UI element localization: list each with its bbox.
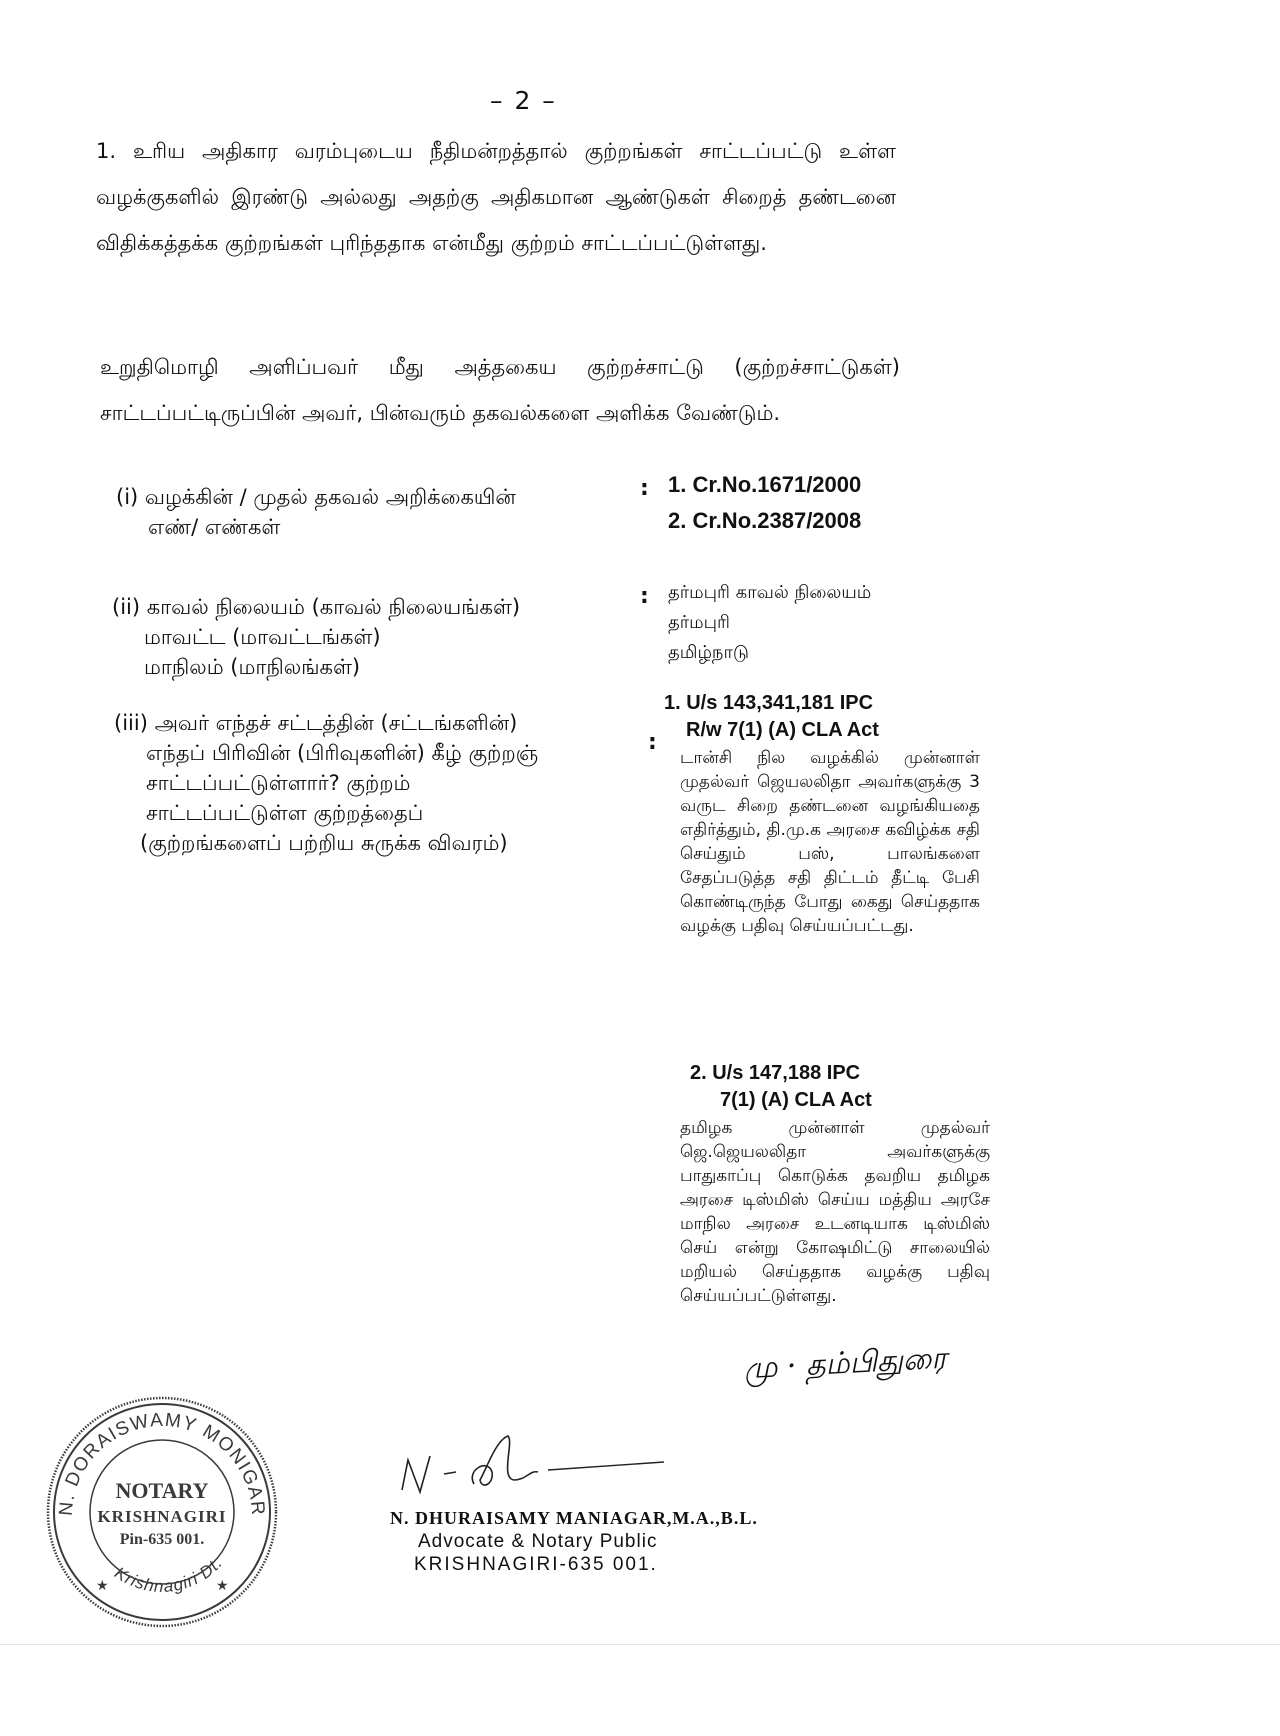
item-2-question-line-2: மாவட்ட (மாவட்டங்கள்) <box>144 625 381 649</box>
item-1-question <box>116 482 616 542</box>
seal-graphic <box>44 1394 280 1630</box>
charge-1 <box>664 692 994 938</box>
charge-2 <box>680 1062 1010 1308</box>
item-1-question-line-2: எண்/ எண்கள் <box>148 515 281 539</box>
item-2-colon: : <box>640 584 649 609</box>
notary-signature-icon <box>396 1430 696 1510</box>
seal-line-2: KRISHNAGIRI <box>97 1507 227 1526</box>
item-3-question-line-2: எந்தப் பிரிவின் (பிரிவுகளின்) கீழ் குற்றஞ் <box>146 741 539 765</box>
item-2-answers <box>668 578 871 668</box>
item-3-question <box>114 708 654 858</box>
seal-bottom-text: Krishnagiri Dt. <box>111 1553 227 1596</box>
paragraph-2: உறுதிமொழி அளிப்பவர் மீது அத்தகைய குற்றச்சாட்டு (குற்றச்சாட்டுகள்) சாட்டப்பட்டிருப்பின் அவர், பின்வரும் தகவல்களை அளிக்க வேண்டும். <box>100 355 900 425</box>
charge-2-section-2: 7(1) (A) CLA Act <box>720 1089 872 1111</box>
deponent-signature: மு · தம்பிதுரை <box>743 1340 948 1387</box>
item-3-question-line-3: சாட்டப்பட்டுள்ளார்? குற்றம் <box>146 771 411 795</box>
charge-2-section-1: 2. U/s 147,188 IPC <box>690 1062 861 1084</box>
charge-1-section-2: R/w 7(1) (A) CLA Act <box>686 719 879 741</box>
item-1-answers <box>668 470 861 536</box>
notary-seal <box>44 1394 280 1630</box>
seal-star-right-icon: ★ <box>216 1578 229 1594</box>
item-3-question-line-1: (iii) அவர் எந்தச் சட்டத்தின் (சட்டங்களின்) <box>114 711 518 735</box>
charge-2-summary: தமிழக முன்னாள் முதல்வர் ஜெ.ஜெயலலிதா அவர்களுக்கு பாதுகாப்பு கொடுக்க தவறிய தமிழக அரசை டிஸ்மிஸ் செய்ய மத்திய அரசே மாநில அரசை உடனடியாக டிஸ்மிஸ் செய் என்று கோஷமிட்டு சாலையில் மறியல் செய்ததாக வழக்கு பதிவு செய்யப்பட்டுள்ளது. <box>680 1118 990 1306</box>
scan-edge-line <box>0 1644 1280 1645</box>
notary-name: N. DHURAISAMY MANIAGAR,M.A.,B.L. <box>390 1508 758 1528</box>
page-number: – 2 – <box>490 86 557 115</box>
district: தர்மபுரி <box>668 612 730 633</box>
item-2-question-line-1: (ii) காவல் நிலையம் (காவல் நிலையங்கள்) <box>112 595 521 619</box>
item-1-colon: : <box>640 476 649 501</box>
notary-city: KRISHNAGIRI-635 001. <box>414 1554 658 1575</box>
svg-text:Krishnagiri Dt. <box>111 1553 226 1596</box>
police-station: தர்மபுரி காவல் நிலையம் <box>668 582 872 603</box>
item-3-question-line-5: (குற்றங்களைப் பற்றிய சுருக்க விவரம்) <box>140 831 508 855</box>
item-3-question-line-4: சாட்டப்பட்டுள்ள குற்றத்தைப் <box>146 801 424 825</box>
seal-line-1: NOTARY <box>115 1478 209 1503</box>
item-3-colon: : <box>648 730 657 755</box>
seal-outer-text: N. DORAISWAMY MONIGAR <box>55 1409 269 1518</box>
case-number-2: 2. Cr.No.2387/2008 <box>668 508 862 533</box>
item-2-question <box>112 592 632 682</box>
charge-1-summary: டான்சி நில வழக்கில் முன்னாள் முதல்வர் ஜெயலலிதா அவர்களுக்கு 3 வருட சிறை தண்டனை வழங்கியதை எதிர்த்தும், தி.மு.க அரசை கவிழ்க்க சதி செய்தும் பஸ், பாலங்களை சேதப்படுத்த சதி திட்டம் தீட்டி பேசி கொண்டிருந்த போது கைது செய்ததாக வழக்கு பதிவு செய்யப்பட்டது. <box>680 748 980 936</box>
seal-line-3: Pin-635 001. <box>119 1531 205 1548</box>
item-1-question-line-1: (i) வழக்கின் / முதல் தகவல் அறிக்கையின் <box>116 485 516 509</box>
seal-star-left-icon: ★ <box>96 1578 109 1594</box>
paragraph-1: 1. உரிய அதிகார வரம்புடைய நீதிமன்றத்தால் குற்றங்கள் சாட்டப்பட்டு உள்ள வழக்குகளில் இரண்டு அல்லது அதற்கு அதிகமான ஆண்டுகள் சிறைத் தண்டனை விதிக்கத்தக்க குற்றங்கள் புரிந்ததாக என்மீது குற்றம் சாட்டப்பட்டுள்ளது. <box>96 139 896 255</box>
item-2-question-line-3: மாநிலம் (மாநிலங்கள்) <box>144 655 361 679</box>
notary-role: Advocate & Notary Public <box>418 1531 658 1552</box>
charge-1-section-1: 1. U/s 143,341,181 IPC <box>664 692 874 714</box>
state: தமிழ்நாடு <box>668 642 749 663</box>
case-number-1: 1. Cr.No.1671/2000 <box>668 472 862 497</box>
